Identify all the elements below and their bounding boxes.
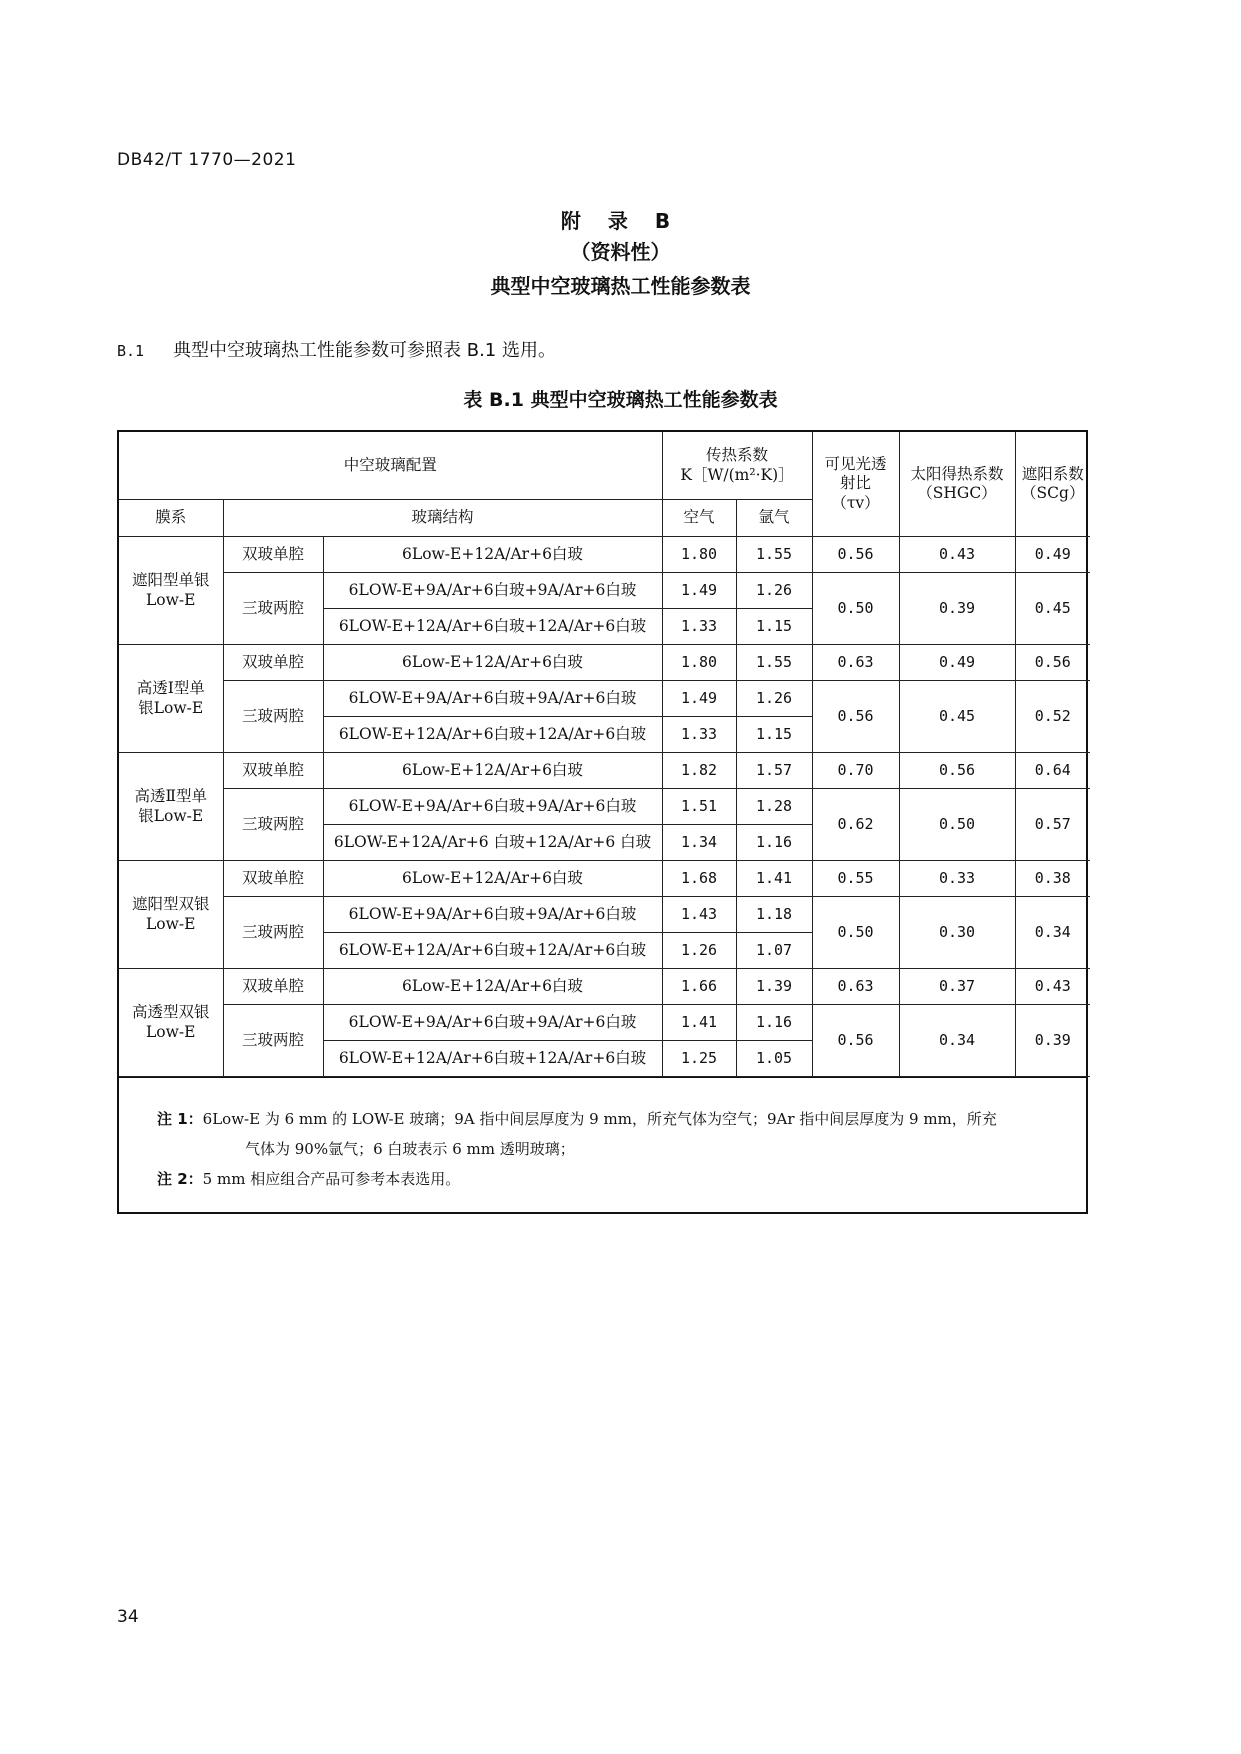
- film-type-line1: 高透Ⅰ型单: [136, 679, 205, 698]
- film-type-line2: 银Low-E: [138, 698, 204, 717]
- visible-transmittance: 0.70: [812, 753, 899, 789]
- note-2-label: 注 2：: [157, 1170, 203, 1188]
- k-argon-value: 1.15: [736, 717, 812, 753]
- glass-structure: 6Low-E+12A/Ar+6白玻: [323, 537, 662, 573]
- glass-structure: 6LOW-E+12A/Ar+6白玻+12A/Ar+6白玻: [323, 717, 662, 753]
- glass-structure: 6LOW-E+9A/Ar+6白玻+9A/Ar+6白玻: [323, 789, 662, 825]
- visible-transmittance: 0.63: [812, 969, 899, 1005]
- header-config: 中空玻璃配置: [119, 432, 662, 500]
- glass-structure: 6Low-E+12A/Ar+6白玻: [323, 753, 662, 789]
- header-vt-line3: （τv）: [831, 493, 880, 512]
- cavity-type-double: 双玻单腔: [223, 861, 323, 897]
- cavity-type-triple: 三玻两腔: [223, 897, 323, 969]
- sc-value: 0.38: [1015, 861, 1090, 897]
- sc-value: 0.49: [1015, 537, 1090, 573]
- film-type-line1: 遮阳型单银: [131, 571, 210, 590]
- k-air-value: 1.49: [662, 681, 736, 717]
- sc-value: 0.57: [1015, 789, 1090, 861]
- k-argon-value: 1.41: [736, 861, 812, 897]
- visible-transmittance: 0.50: [812, 573, 899, 645]
- glass-structure: 6LOW-E+9A/Ar+6白玻+9A/Ar+6白玻: [323, 681, 662, 717]
- table-row: [119, 861, 1090, 897]
- note-2-line1: 5 mm 相应组合产品可参考本表选用。: [202, 1170, 461, 1188]
- cavity-type-triple: 三玻两腔: [223, 789, 323, 861]
- film-type-line1: 高透型双银: [131, 1003, 210, 1022]
- table-notes: [119, 1077, 1086, 1212]
- header-structure: 玻璃结构: [223, 500, 662, 537]
- film-type-line2: Low-E: [146, 914, 196, 933]
- k-argon-value: 1.16: [736, 825, 812, 861]
- header-air: 空气: [662, 500, 736, 537]
- k-air-value: 1.49: [662, 573, 736, 609]
- k-argon-value: 1.07: [736, 933, 812, 969]
- header-sc-line2: （SCg）: [1021, 484, 1085, 502]
- cavity-type-triple: 三玻两腔: [223, 1005, 323, 1077]
- header-row-1: [119, 432, 1090, 500]
- shgc-value: 0.30: [899, 897, 1015, 969]
- film-type-line2: Low-E: [146, 590, 196, 609]
- clause-text: 典型中空玻璃热工性能参数可参照表 B.1 选用。: [173, 340, 556, 361]
- k-air-value: 1.51: [662, 789, 736, 825]
- table-row: [119, 573, 1090, 609]
- k-argon-value: 1.55: [736, 645, 812, 681]
- header-shgc-line1: 太阳得热系数: [910, 464, 1004, 483]
- glass-structure: 6Low-E+12A/Ar+6白玻: [323, 645, 662, 681]
- k-argon-value: 1.18: [736, 897, 812, 933]
- film-type-line2: Low-E: [146, 1022, 196, 1041]
- glass-structure: 6Low-E+12A/Ar+6白玻: [323, 969, 662, 1005]
- visible-transmittance: 0.56: [812, 537, 899, 573]
- header-vt-line2: 射比: [839, 474, 871, 493]
- note-1-label: 注 1：: [157, 1110, 203, 1128]
- table-row: [119, 897, 1090, 933]
- note-2: [119, 1164, 1086, 1194]
- glass-structure: 6LOW-E+12A/Ar+6 白玻+12A/Ar+6 白玻: [323, 825, 662, 861]
- k-air-value: 1.25: [662, 1041, 736, 1077]
- page-number: 34: [117, 1607, 139, 1627]
- sc-value: 0.64: [1015, 753, 1090, 789]
- k-argon-value: 1.16: [736, 1005, 812, 1041]
- k-air-value: 1.33: [662, 717, 736, 753]
- note-1-line2: 气体为 90%氩气；6 白玻表示 6 mm 透明玻璃；: [245, 1140, 575, 1158]
- header-film: 膜系: [119, 500, 223, 537]
- sc-value: 0.39: [1015, 1005, 1090, 1077]
- cavity-type-double: 双玻单腔: [223, 753, 323, 789]
- header-sc: [1015, 432, 1090, 537]
- cavity-type-double: 双玻单腔: [223, 645, 323, 681]
- glass-structure: 6LOW-E+12A/Ar+6白玻+12A/Ar+6白玻: [323, 933, 662, 969]
- k-argon-value: 1.26: [736, 681, 812, 717]
- k-argon-value: 1.26: [736, 573, 812, 609]
- k-argon-value: 1.57: [736, 753, 812, 789]
- sc-value: 0.56: [1015, 645, 1090, 681]
- k-air-value: 1.80: [662, 537, 736, 573]
- k-air-value: 1.80: [662, 645, 736, 681]
- visible-transmittance: 0.63: [812, 645, 899, 681]
- table-row: [119, 789, 1090, 825]
- header-argon: 氩气: [736, 500, 812, 537]
- shgc-value: 0.50: [899, 789, 1015, 861]
- film-type-cell: [119, 645, 223, 753]
- k-argon-value: 1.39: [736, 969, 812, 1005]
- header-k-line2: K［W/(m²·K)］: [680, 465, 794, 484]
- table-row: [119, 753, 1090, 789]
- cavity-type-triple: 三玻两腔: [223, 681, 323, 753]
- header-k: [662, 432, 812, 500]
- shgc-value: 0.49: [899, 645, 1015, 681]
- k-argon-value: 1.28: [736, 789, 812, 825]
- shgc-value: 0.37: [899, 969, 1015, 1005]
- table-row: [119, 537, 1090, 573]
- note-1: [119, 1104, 1086, 1164]
- k-air-value: 1.43: [662, 897, 736, 933]
- table-row: [119, 969, 1090, 1005]
- document-code: DB42/T 1770—2021: [117, 150, 297, 170]
- shgc-value: 0.33: [899, 861, 1015, 897]
- parameter-table: [119, 432, 1090, 1077]
- sc-value: 0.43: [1015, 969, 1090, 1005]
- film-type-line2: 银Low-E: [138, 806, 204, 825]
- table-row: [119, 681, 1090, 717]
- k-air-value: 1.82: [662, 753, 736, 789]
- table-row: [119, 645, 1090, 681]
- shgc-value: 0.56: [899, 753, 1015, 789]
- film-type-cell: [119, 969, 223, 1077]
- annex-nature: （资料性）: [570, 240, 671, 264]
- k-air-value: 1.68: [662, 861, 736, 897]
- parameter-table-frame: [117, 430, 1088, 1214]
- cavity-type-triple: 三玻两腔: [223, 573, 323, 645]
- header-shgc: [899, 432, 1015, 537]
- header-vt: [812, 432, 899, 537]
- cavity-type-double: 双玻单腔: [223, 537, 323, 573]
- k-air-value: 1.33: [662, 609, 736, 645]
- shgc-value: 0.39: [899, 573, 1015, 645]
- glass-structure: 6LOW-E+12A/Ar+6白玻+12A/Ar+6白玻: [323, 1041, 662, 1077]
- k-argon-value: 1.05: [736, 1041, 812, 1077]
- glass-structure: 6LOW-E+9A/Ar+6白玻+9A/Ar+6白玻: [323, 1005, 662, 1041]
- visible-transmittance: 0.50: [812, 897, 899, 969]
- k-air-value: 1.41: [662, 1005, 736, 1041]
- glass-structure: 6LOW-E+9A/Ar+6白玻+9A/Ar+6白玻: [323, 573, 662, 609]
- film-type-line1: 遮阳型双银: [131, 895, 210, 914]
- clause-b1: [117, 336, 556, 362]
- annex-title: 典型中空玻璃热工性能参数表: [490, 274, 751, 298]
- header-k-line1: 传热系数: [705, 446, 768, 465]
- cavity-type-double: 双玻单腔: [223, 969, 323, 1005]
- film-type-line1: 高透Ⅱ型单: [134, 787, 208, 806]
- visible-transmittance: 0.55: [812, 861, 899, 897]
- film-type-cell: [119, 537, 223, 645]
- visible-transmittance: 0.56: [812, 1005, 899, 1077]
- k-argon-value: 1.55: [736, 537, 812, 573]
- film-type-cell: [119, 861, 223, 969]
- shgc-value: 0.34: [899, 1005, 1015, 1077]
- table-row: [119, 1005, 1090, 1041]
- glass-structure: 6LOW-E+9A/Ar+6白玻+9A/Ar+6白玻: [323, 897, 662, 933]
- k-air-value: 1.26: [662, 933, 736, 969]
- clause-number: B.1: [117, 342, 145, 360]
- note-1-line1: 6Low-E 为 6 mm 的 LOW-E 玻璃；9A 指中间层厚度为 9 mm，所充气体为空气；9Ar 指中间层厚度为 9 mm，所充: [202, 1110, 997, 1128]
- glass-structure: 6Low-E+12A/Ar+6白玻: [323, 861, 662, 897]
- visible-transmittance: 0.62: [812, 789, 899, 861]
- visible-transmittance: 0.56: [812, 681, 899, 753]
- shgc-value: 0.45: [899, 681, 1015, 753]
- annex-label: 附 录 B: [560, 209, 681, 233]
- shgc-value: 0.43: [899, 537, 1015, 573]
- glass-structure: 6LOW-E+12A/Ar+6白玻+12A/Ar+6白玻: [323, 609, 662, 645]
- k-air-value: 1.34: [662, 825, 736, 861]
- header-shgc-line2: （SHGC）: [917, 484, 997, 502]
- sc-value: 0.45: [1015, 573, 1090, 645]
- sc-value: 0.34: [1015, 897, 1090, 969]
- k-air-value: 1.66: [662, 969, 736, 1005]
- table-title: 表 B.1 典型中空玻璃热工性能参数表: [463, 389, 778, 411]
- header-sc-line1: 遮阳系数: [1021, 464, 1084, 483]
- k-argon-value: 1.15: [736, 609, 812, 645]
- film-type-cell: [119, 753, 223, 861]
- header-vt-line1: 可见光透: [824, 454, 887, 473]
- sc-value: 0.52: [1015, 681, 1090, 753]
